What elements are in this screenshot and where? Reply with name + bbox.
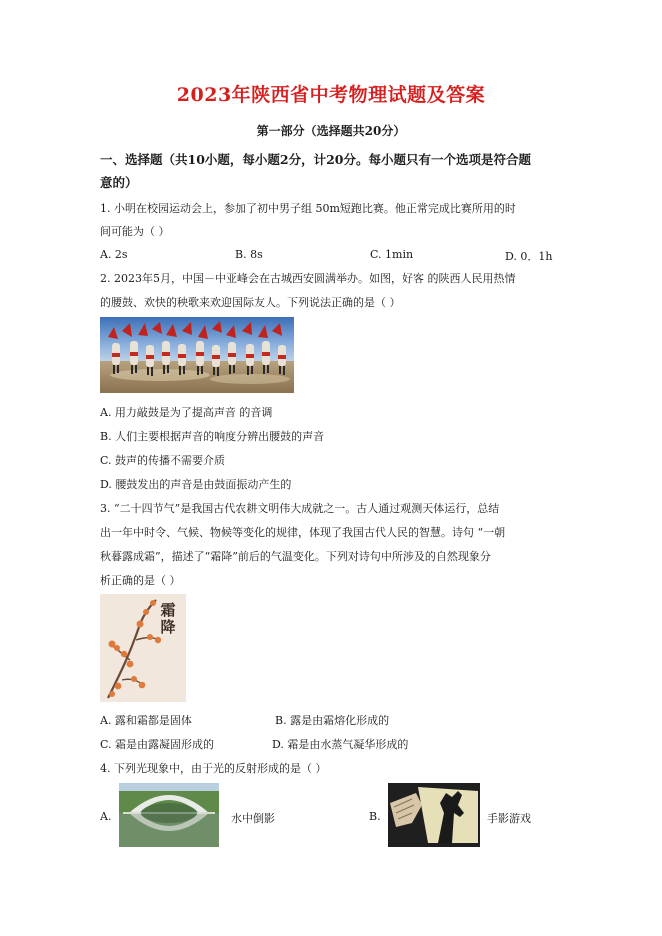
q2-option-d: D. 腰鼓发出的声音是由鼓面振动产生的 xyxy=(100,478,292,491)
q1-option-c: C. 1min xyxy=(370,248,414,261)
q3-option-b: B. 露是由霜熔化形成的 xyxy=(275,714,390,727)
q3-stem-line2: 出一年中时令、气候、物候等变化的规律，体现了我国古代人民的智慧。诗句 “一朝 xyxy=(100,526,506,539)
poster-title: 霜降 xyxy=(160,601,176,636)
frost-descent-poster xyxy=(100,594,186,702)
q1-option-a: A. 2s xyxy=(100,248,128,261)
q3-option-a: A. 露和霜都是固体 xyxy=(100,714,192,727)
q3-stem-line1: 3. “二十四节气”是我国古代农耕文明伟大成就之一。古人通过观测天体运行，总结 xyxy=(100,502,500,515)
hand-shadow-photo xyxy=(388,783,480,847)
q1-stem-line2: 间可能为（ ） xyxy=(100,225,170,238)
q2-option-c: C. 鼓声的传播不需要介质 xyxy=(100,454,226,467)
q2-stem-line2: 的腰鼓、欢快的秧歌来欢迎国际友人。下列说法正确的是（ ） xyxy=(100,296,401,309)
q3-stem-line3: 秋暮露成霜”，描述了“霜降”前后的气温变化。下列对诗句中所涉及的自然现象分 xyxy=(100,550,491,563)
q4-option-b-letter: B. xyxy=(369,810,381,823)
page-title: 2023年陕西省中考物理试题及答案 xyxy=(176,84,486,106)
q2-option-b: B. 人们主要根据声音的响度分辨出腰鼓的声音 xyxy=(100,430,325,443)
q3-option-c: C. 霜是由露凝固形成的 xyxy=(100,738,215,751)
q4-option-a-letter: A. xyxy=(100,810,112,823)
q2-stem-line1: 2. 2023年5月，中国－中亚峰会在古城西安圆满举办。如图，好客 的陕西人民用热情 xyxy=(100,272,516,285)
q1-option-d: D. 0．1h xyxy=(505,250,553,263)
part-title: 第一部分（选择题共20分） xyxy=(256,124,406,138)
bridge-reflection-photo xyxy=(119,783,219,847)
q4-stem: 4. 下列光现象中，由于光的反射形成的是（ ） xyxy=(100,762,327,775)
q4-option-b-caption: 手影游戏 xyxy=(487,812,531,825)
section-heading-line2: 意的） xyxy=(100,175,138,190)
waist-drum-dance-photo xyxy=(100,317,294,393)
q3-stem-line4: 析正确的是（ ） xyxy=(100,574,181,587)
q4-option-a-caption: 水中倒影 xyxy=(231,812,275,825)
q1-option-b: B. 8s xyxy=(235,248,263,261)
q2-option-a: A. 用力敲鼓是为了提高声音 的音调 xyxy=(100,406,273,419)
q3-option-d: D. 霜是由水蒸气凝华形成的 xyxy=(272,738,409,751)
q1-stem-line1: 1. 小明在校园运动会上，参加了初中男子组 50m短跑比赛。他正常完成比赛所用的时 xyxy=(100,202,516,215)
section-heading-line1: 一、选择题（共10小题，每小题2分，计20分。每小题只有一个选项是符合题 xyxy=(100,152,531,167)
